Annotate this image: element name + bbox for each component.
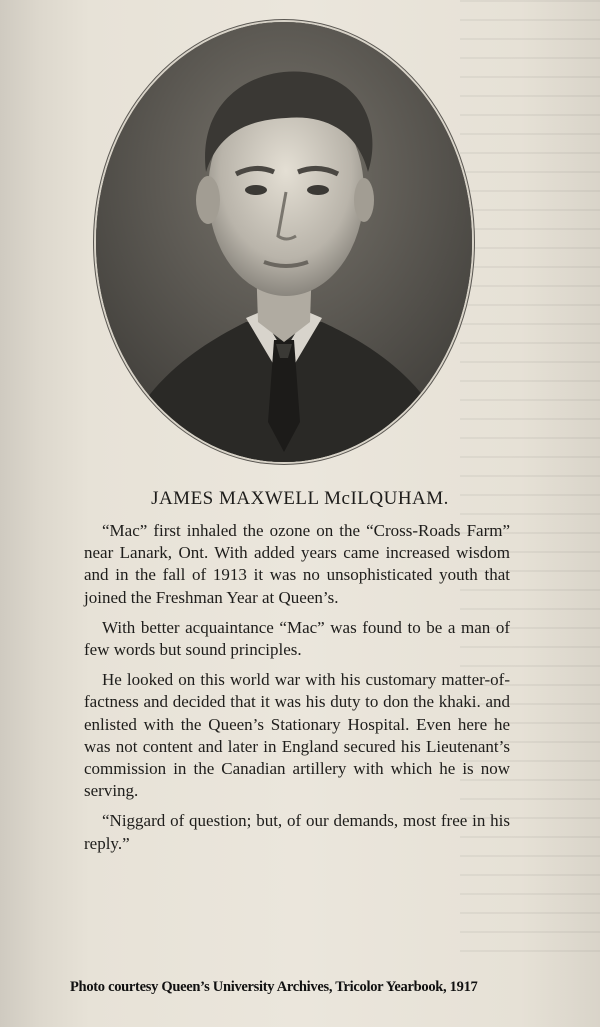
photo-credit: Photo courtesy Queen’s University Archives, Tricolor Yearbook, 1917 (70, 979, 478, 995)
person-name-heading: JAMES MAXWELL McILQUHAM. (151, 488, 449, 509)
biography-paragraph-2: With better acquaintance “Mac” was found to be a man of few words but sound principles. (84, 617, 510, 660)
biography-paragraph-3: He looked on this world war with his customary matter-of-factness and decided that it was his duty to don the khaki. and enlisted with the Queen’s Stationary Hospital. Even here he was not content and later in England secured his Lieutenant’s commission in the Canadian artillery with which he is now serving. (84, 670, 510, 801)
portrait-photo-icon (96, 22, 472, 462)
closing-quote: “Niggard of question; but, of our demands, most free in his reply.” (84, 811, 510, 853)
biography-paragraph-1: “Mac” first inhaled the ozone on the “Cross-Roads Farm” near Lanark, Ont. With added years came increased wisdom and in the fall of 1913 it was no unsophisticated youth that joined the Freshman Year at Queen’s. (84, 521, 510, 607)
biography-text (84, 520, 510, 863)
